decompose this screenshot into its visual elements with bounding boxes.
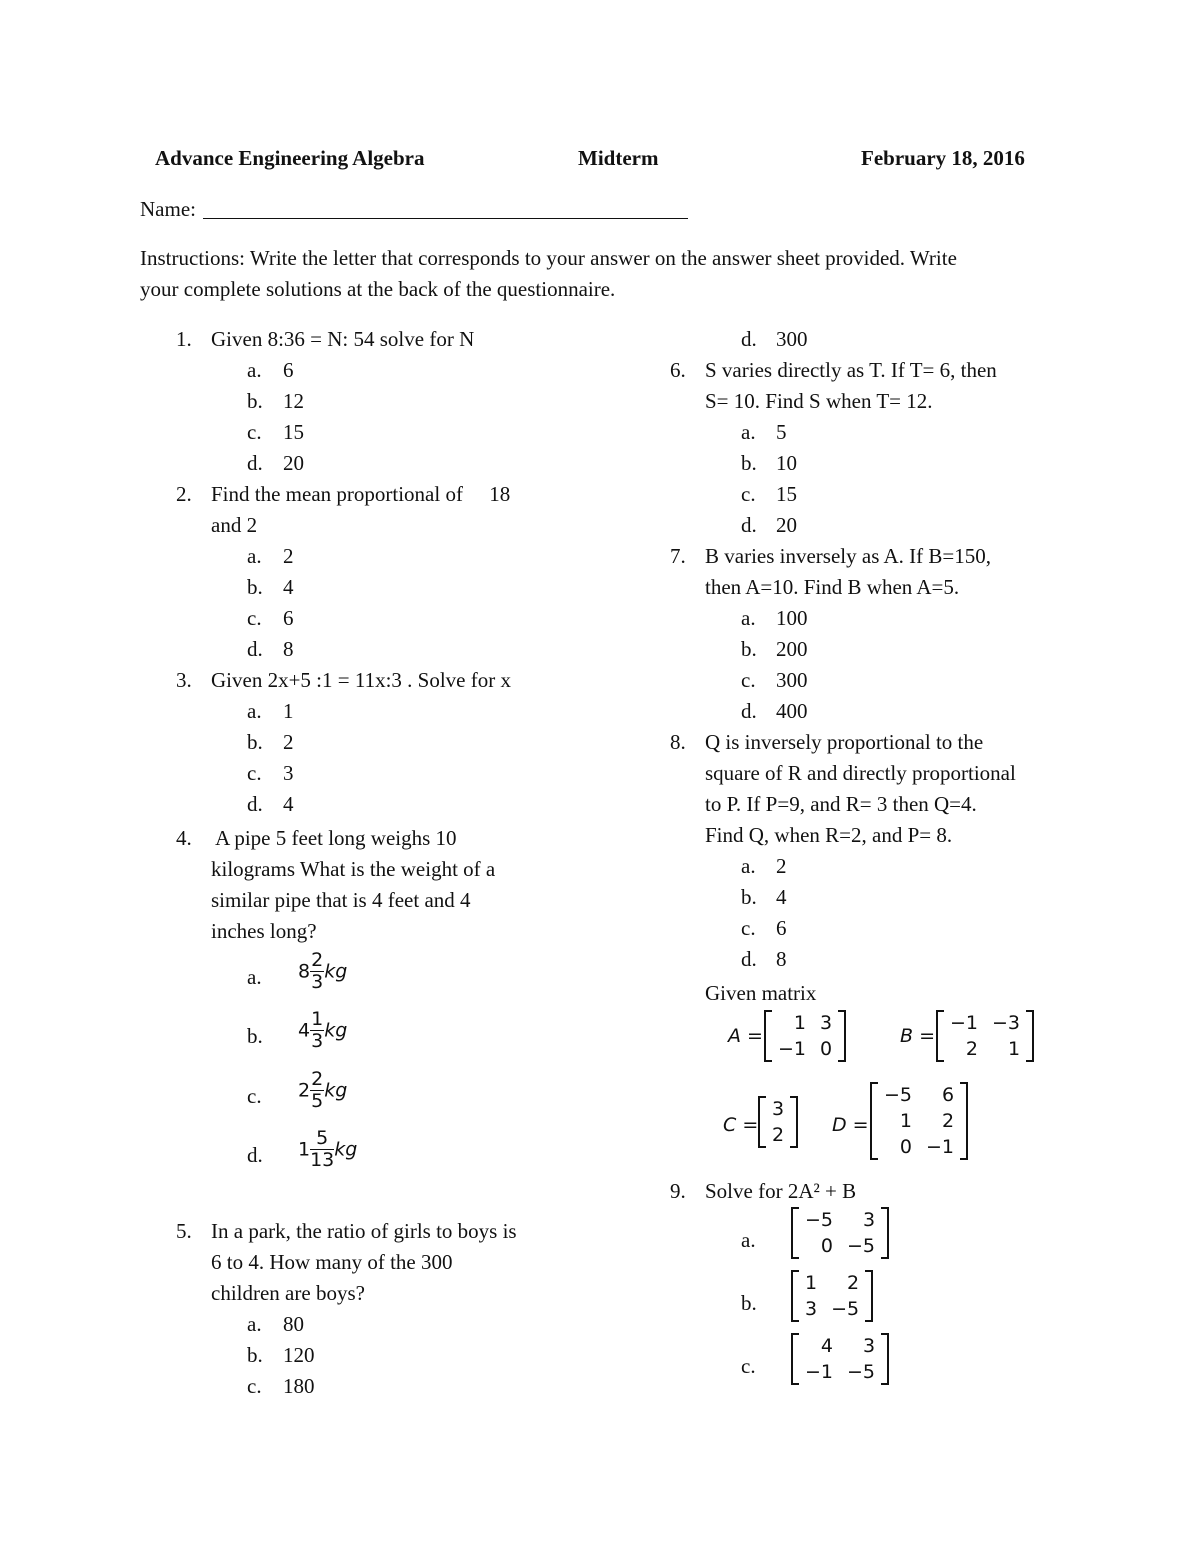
q1-number: 1. xyxy=(176,327,192,351)
fraction xyxy=(310,1070,324,1111)
q7-choice-letter: c. xyxy=(741,668,756,692)
matrix-entry: 2 xyxy=(965,1038,979,1060)
q3-text-line: Given 2x+5 :1 = 11x:3 . Solve for x xyxy=(211,668,511,692)
numerator: 2 xyxy=(311,949,324,971)
instructions-line-2: your complete solutions at the back of the questionnaire. xyxy=(140,277,616,301)
q5-choice-letter: a. xyxy=(247,1312,262,1336)
matrix-entry: −1 xyxy=(926,1136,955,1158)
q6-choice-value: 5 xyxy=(776,420,787,444)
instructions-line-1: Instructions: Write the letter that corresponds to your answer on the answer sheet provided. Write xyxy=(140,246,957,270)
exam-type: Midterm xyxy=(578,146,659,170)
q2-text-line: and 2 xyxy=(211,513,258,537)
matrix-entries xyxy=(799,1270,865,1322)
matrix-name: C xyxy=(723,1114,737,1136)
q9-number: 9. xyxy=(670,1179,686,1203)
matrix-entry: 3 xyxy=(862,1335,876,1357)
q4-mixed-number xyxy=(298,951,347,992)
q8-number: 8. xyxy=(670,730,686,754)
q2-choice-value: 6 xyxy=(283,606,294,630)
q5-text-line: 6 to 4. How many of the 300 xyxy=(211,1250,453,1274)
q9-choice-matrix xyxy=(791,1333,889,1385)
whole-part: 2 xyxy=(298,1079,311,1102)
q9-choice-letter: a. xyxy=(741,1228,756,1252)
unit: kg xyxy=(324,1019,348,1042)
matrix-entry: 0 xyxy=(820,1038,833,1060)
matrix-entry: 0 xyxy=(899,1136,913,1158)
q7-choice-letter: b. xyxy=(741,637,757,661)
matrix-entry: 1 xyxy=(899,1110,913,1132)
left-bracket xyxy=(870,1082,878,1160)
matrix-entry: 3 xyxy=(820,1012,833,1034)
q5-choice-value: 120 xyxy=(283,1343,315,1367)
q1-choice-letter: b. xyxy=(247,389,263,413)
matrix-entry: 3 xyxy=(862,1209,876,1231)
matrix-a-label: A = xyxy=(728,1025,763,1047)
q7-text-line: B varies inversely as A. If B=150, xyxy=(705,544,991,568)
matrix-entries xyxy=(799,1207,881,1259)
q6-text-line: S varies directly as T. If T= 6, then xyxy=(705,358,997,382)
q5-choice-value: 180 xyxy=(283,1374,315,1398)
q1-choice-letter: a. xyxy=(247,358,262,382)
matrix-entry: 0 xyxy=(820,1235,834,1257)
q8-text-line: Find Q, when R=2, and P= 8. xyxy=(705,823,953,847)
q6-choice-letter: b. xyxy=(741,451,757,475)
matrix-entry: −5 xyxy=(884,1084,913,1106)
q4-choice-letter: a. xyxy=(247,965,262,989)
unit: kg xyxy=(324,960,348,983)
q7-choice-value: 100 xyxy=(776,606,808,630)
q2-choice-value: 2 xyxy=(283,544,294,568)
q4-choice-letter: b. xyxy=(247,1024,263,1048)
q9-choice-matrix xyxy=(791,1207,889,1259)
matrix-b-label: B = xyxy=(900,1025,936,1047)
q4-text-line: kilograms What is the weight of a xyxy=(211,857,496,881)
q7-text-line: then A=10. Find B when A=5. xyxy=(705,575,960,599)
q3-choice-letter: a. xyxy=(247,699,262,723)
right-bracket xyxy=(865,1270,873,1322)
q6-choice-value: 10 xyxy=(776,451,797,475)
q7-choice-letter: d. xyxy=(741,699,757,723)
q9-choice-letter: c. xyxy=(741,1354,756,1378)
matrix-entry: 2 xyxy=(772,1124,785,1146)
matrix-d xyxy=(870,1082,968,1160)
q6-choice-letter: d. xyxy=(741,513,757,537)
q5-choice-value: 80 xyxy=(283,1312,304,1336)
q5-text-line: children are boys? xyxy=(211,1281,365,1305)
right-bracket xyxy=(1026,1010,1034,1062)
q8-choice-value: 2 xyxy=(776,854,787,878)
q8-text-line: to P. If P=9, and R= 3 then Q=4. xyxy=(705,792,977,816)
q6-choice-value: 15 xyxy=(776,482,797,506)
numerator: 5 xyxy=(310,1129,334,1150)
name-label: Name: xyxy=(140,197,196,221)
q8-text-line: Q is inversely proportional to the xyxy=(705,730,984,754)
q5-number: 5. xyxy=(176,1219,192,1243)
whole-part: 8 xyxy=(298,960,311,983)
left-bracket xyxy=(764,1010,772,1062)
fraction xyxy=(310,1010,324,1051)
fraction xyxy=(310,1129,334,1170)
whole-part: 4 xyxy=(298,1019,311,1042)
q8-choice-value: 6 xyxy=(776,916,787,940)
whole-part: 1 xyxy=(298,1138,311,1161)
q4-choice-letter: c. xyxy=(247,1084,262,1108)
matrix-entry: 2 xyxy=(941,1110,955,1132)
q7-choice-value: 400 xyxy=(776,699,808,723)
matrix-entry: −5 xyxy=(847,1235,876,1257)
name-field-line[interactable] xyxy=(203,218,688,219)
q1-text-line: Given 8:36 = N: 54 solve for N xyxy=(211,327,475,351)
matrix-entry: −5 xyxy=(831,1298,860,1320)
matrix-a xyxy=(764,1010,846,1062)
exam-date: February 18, 2016 xyxy=(861,146,1025,170)
q3-choice-value: 3 xyxy=(283,761,294,785)
matrix-name: B xyxy=(900,1025,914,1047)
matrix-entry: 1 xyxy=(805,1272,818,1294)
matrix-entry: 2 xyxy=(847,1272,860,1294)
q8-choice-value: 8 xyxy=(776,947,787,971)
q8-choice-letter: c. xyxy=(741,916,756,940)
denominator: 13 xyxy=(310,1149,335,1171)
left-bracket xyxy=(791,1333,799,1385)
q2-choice-letter: c. xyxy=(247,606,262,630)
matrix-entry: −1 xyxy=(950,1012,979,1034)
q7-choice-letter: a. xyxy=(741,606,756,630)
matrix-entry: 3 xyxy=(772,1098,785,1120)
denominator: 5 xyxy=(311,1090,324,1112)
q1-choice-value: 12 xyxy=(283,389,304,413)
q8-choice-letter: b. xyxy=(741,885,757,909)
right-bracket xyxy=(790,1096,798,1148)
denominator: 3 xyxy=(311,1030,324,1052)
q2-choice-value: 4 xyxy=(283,575,294,599)
q2-number: 2. xyxy=(176,482,192,506)
q3-choice-value: 4 xyxy=(283,792,294,816)
q5-text-line: In a park, the ratio of girls to boys is xyxy=(211,1219,517,1243)
q8-choice-letter: d. xyxy=(741,947,757,971)
numerator: 1 xyxy=(311,1008,324,1030)
q4-text-line: inches long? xyxy=(211,919,317,943)
matrix-c-label: C = xyxy=(723,1114,759,1136)
q4-number: 4. xyxy=(176,826,192,850)
q8-choice-value: 4 xyxy=(776,885,787,909)
matrix-entry: −1 xyxy=(805,1361,834,1383)
q3-choice-letter: b. xyxy=(247,730,263,754)
q5-choice-value: 300 xyxy=(776,327,808,351)
q3-choice-value: 2 xyxy=(283,730,294,754)
right-bracket xyxy=(960,1082,968,1160)
q1-choice-value: 20 xyxy=(283,451,304,475)
q2-text-line: Find the mean proportional of 18 xyxy=(211,482,511,506)
q5-choice-letter: c. xyxy=(247,1374,262,1398)
q1-choice-letter: d. xyxy=(247,451,263,475)
matrix-d-label: D = xyxy=(832,1114,869,1136)
right-bracket xyxy=(881,1207,889,1259)
q9-text: Solve for 2A² + B xyxy=(705,1179,857,1203)
q4-choice-letter: d. xyxy=(247,1143,263,1167)
q1-choice-value: 15 xyxy=(283,420,304,444)
q7-number: 7. xyxy=(670,544,686,568)
q5-choice-letter: b. xyxy=(247,1343,263,1367)
unit: kg xyxy=(324,1079,348,1102)
q3-number: 3. xyxy=(176,668,192,692)
q6-choice-letter: a. xyxy=(741,420,756,444)
matrix-b xyxy=(936,1010,1034,1062)
matrix-entry: 4 xyxy=(820,1335,834,1357)
q6-text-line: S= 10. Find S when T= 12. xyxy=(705,389,933,413)
matrix-entries xyxy=(799,1333,881,1385)
matrix-entry: −5 xyxy=(805,1209,834,1231)
matrix-entry: 6 xyxy=(941,1084,955,1106)
q3-choice-value: 1 xyxy=(283,699,294,723)
q9-choice-letter: b. xyxy=(741,1291,757,1315)
matrix-entry: 1 xyxy=(793,1012,807,1034)
matrix-name: A xyxy=(728,1025,741,1047)
q4-text-line: similar pipe that is 4 feet and 4 xyxy=(211,888,471,912)
q4-mixed-number xyxy=(298,1010,347,1051)
q4-mixed-number xyxy=(298,1129,357,1170)
matrix-c xyxy=(758,1096,798,1148)
q6-choice-letter: c. xyxy=(741,482,756,506)
matrix-entry: −5 xyxy=(847,1361,876,1383)
given-matrix-label: Given matrix xyxy=(705,981,817,1005)
q2-choice-letter: b. xyxy=(247,575,263,599)
q1-choice-value: 6 xyxy=(283,358,294,382)
q2-choice-letter: a. xyxy=(247,544,262,568)
left-bracket xyxy=(791,1270,799,1322)
q3-choice-letter: c. xyxy=(247,761,262,785)
matrix-entry: −3 xyxy=(992,1012,1021,1034)
q2-choice-letter: d. xyxy=(247,637,263,661)
q5-choice-letter: d. xyxy=(741,327,757,351)
matrix-entries xyxy=(772,1010,838,1062)
matrix-entries xyxy=(766,1096,790,1148)
right-bracket xyxy=(881,1333,889,1385)
q6-number: 6. xyxy=(670,358,686,382)
left-bracket xyxy=(791,1207,799,1259)
matrix-entry: 1 xyxy=(1007,1038,1021,1060)
q7-choice-value: 300 xyxy=(776,668,808,692)
matrix-name: D xyxy=(832,1114,847,1136)
q2-choice-value: 8 xyxy=(283,637,294,661)
left-bracket xyxy=(758,1096,766,1148)
q4-text-line: A pipe 5 feet long weighs 10 xyxy=(211,826,457,850)
q6-choice-value: 20 xyxy=(776,513,797,537)
matrix-entry: 3 xyxy=(805,1298,818,1320)
matrix-entry: −1 xyxy=(778,1038,807,1060)
q9-choice-matrix xyxy=(791,1270,873,1322)
unit: kg xyxy=(334,1138,358,1161)
left-bracket xyxy=(936,1010,944,1062)
matrix-entries xyxy=(944,1010,1026,1062)
denominator: 3 xyxy=(311,971,324,993)
q4-mixed-number xyxy=(298,1070,347,1111)
matrix-entries xyxy=(878,1082,960,1160)
q1-choice-letter: c. xyxy=(247,420,262,444)
fraction xyxy=(310,951,324,992)
q8-text-line: square of R and directly proportional xyxy=(705,761,1016,785)
q7-choice-value: 200 xyxy=(776,637,808,661)
q3-choice-letter: d. xyxy=(247,792,263,816)
q8-choice-letter: a. xyxy=(741,854,756,878)
course-title: Advance Engineering Algebra xyxy=(155,146,425,170)
right-bracket xyxy=(838,1010,846,1062)
numerator: 2 xyxy=(311,1068,324,1090)
